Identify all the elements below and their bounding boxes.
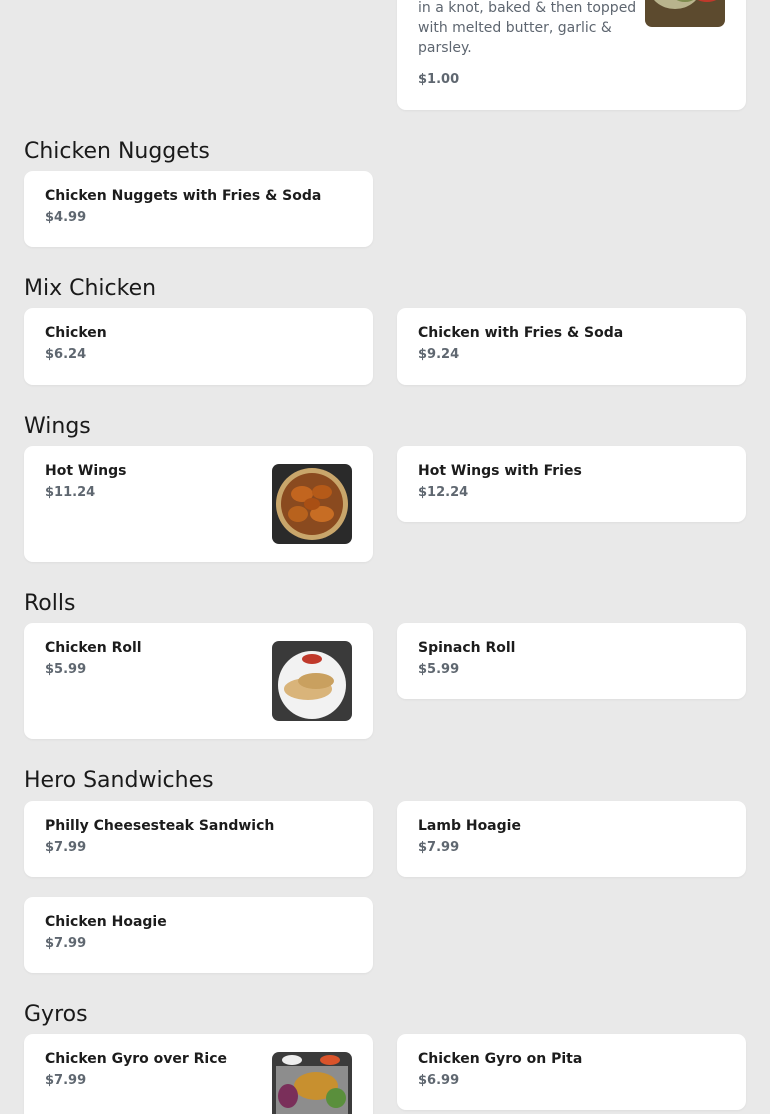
item-price: $9.24: [418, 347, 460, 362]
item-name: Chicken Gyro over Rice: [45, 1051, 228, 1067]
menu-item-card[interactable]: [397, 1034, 746, 1110]
item-name: Spinach Roll: [418, 640, 516, 656]
item-name: Lamb Hoagie: [418, 818, 521, 834]
item-price: $5.99: [45, 662, 87, 677]
menu-item-card[interactable]: [24, 446, 373, 562]
menu-item-card[interactable]: [24, 308, 373, 385]
item-name: Chicken with Fries & Soda: [418, 325, 624, 341]
item-price: $12.24: [418, 485, 469, 500]
section-title: Mix Chicken: [24, 276, 157, 301]
chicken-gyro-rice-thumbnail: [272, 1052, 352, 1114]
section-title: Chicken Nuggets: [24, 139, 210, 164]
menu-item-card[interactable]: [397, 446, 746, 522]
section-title: Hero Sandwiches: [24, 768, 214, 793]
menu-item-card[interactable]: [24, 1034, 373, 1114]
item-price: $7.99: [45, 1073, 87, 1088]
menu-item-card[interactable]: [24, 171, 373, 247]
item-price: $7.99: [45, 840, 87, 855]
menu-item-card[interactable]: [24, 623, 373, 739]
item-price: $6.99: [418, 1073, 460, 1088]
item-price: $6.24: [45, 347, 87, 362]
menu-item-card[interactable]: [24, 801, 373, 877]
item-price: $7.99: [418, 840, 460, 855]
item-name: Hot Wings with Fries: [418, 463, 582, 479]
item-price: $4.99: [45, 210, 87, 225]
chicken-roll-thumbnail: [272, 641, 352, 721]
item-description: in a knot, baked & then topped with melted butter, garlic & parsley.: [418, 0, 637, 56]
item-price: $5.99: [418, 662, 460, 677]
menu-item-card[interactable]: [24, 897, 373, 973]
item-price: $11.24: [45, 485, 96, 500]
item-name: Chicken Gyro on Pita: [418, 1051, 583, 1067]
menu-item-card[interactable]: [397, 623, 746, 699]
item-name: Philly Cheesesteak Sandwich: [45, 818, 275, 834]
section-title: Gyros: [24, 1002, 88, 1027]
section-title: Rolls: [24, 591, 76, 616]
item-price: $1.00: [418, 72, 460, 87]
item-price: $7.99: [45, 936, 87, 951]
item-name: Chicken: [45, 325, 107, 341]
garlic-knots-thumbnail: [645, 0, 725, 27]
item-name: Chicken Roll: [45, 640, 142, 656]
item-name: Hot Wings: [45, 463, 127, 479]
item-name: Chicken Hoagie: [45, 914, 167, 930]
menu-item-card[interactable]: [397, 801, 746, 877]
item-name: Chicken Nuggets with Fries & Soda: [45, 188, 322, 204]
menu-item-card[interactable]: [397, 308, 746, 385]
hot-wings-thumbnail: [272, 464, 352, 544]
menu-item-card[interactable]: [397, 0, 746, 110]
section-title: Wings: [24, 414, 91, 439]
